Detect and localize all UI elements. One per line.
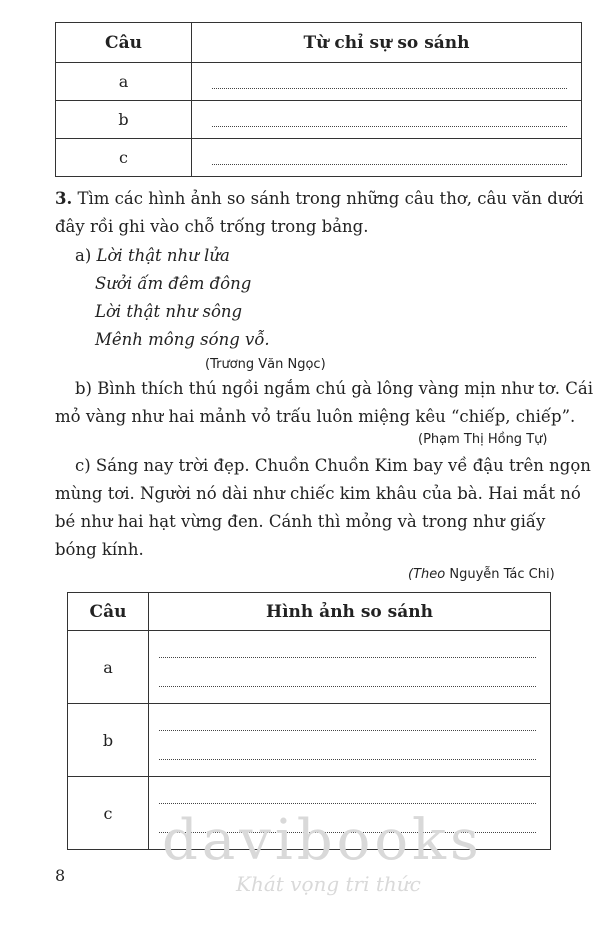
poem-line-4: Mênh mông sóng vỗ.: [95, 330, 270, 349]
comparison-words-table: [55, 22, 582, 177]
table1-answer-a[interactable]: [192, 63, 582, 101]
poem-label-a: a): [75, 246, 92, 265]
table1-header-words: Từ chỉ sự so sánh: [192, 23, 582, 63]
passage-c: [55, 452, 591, 564]
table2-row-label-c: c: [68, 777, 149, 850]
prompt-line-2: đây rồi ghi vào chỗ trống trong bảng.: [55, 217, 369, 236]
prompt-line-1: Tìm các hình ảnh so sánh trong những câu thơ, câu văn dưới: [77, 189, 584, 208]
watermark-tagline: Khát vọng tri thức: [236, 872, 421, 896]
poem-line-3: Lời thật như sông: [95, 302, 243, 321]
table2-answer-b[interactable]: [149, 704, 551, 777]
source-c-author: Nguyễn Tác Chi): [445, 567, 555, 582]
passage-c-line-2: mùng tơi. Người nó dài như chiếc kim khâu của bà. Hai mắt nó: [55, 484, 581, 503]
exercise-3-prompt: [55, 185, 585, 241]
source-c-prefix: (Theo: [408, 567, 446, 582]
table2-header-cau: Câu: [68, 593, 149, 631]
table2-row-label-b: b: [68, 704, 149, 777]
table1-answer-c[interactable]: [192, 139, 582, 177]
table2-header-images: Hình ảnh so sánh: [149, 593, 551, 631]
source-a: (Trương Văn Ngọc): [205, 357, 326, 372]
watermark-brand: davibooks: [162, 808, 483, 873]
passage-c-line-1: c) Sáng nay trời đẹp. Chuồn Chuồn Kim bay về đậu trên ngọn: [75, 456, 591, 475]
passage-b: [55, 375, 593, 431]
table1-answer-b[interactable]: [192, 101, 582, 139]
passage-c-line-4: bóng kính.: [55, 540, 144, 559]
passage-b-line-1: b) Bình thích thú ngồi ngắm chú gà lông vàng mịn như tơ. Cái: [75, 379, 593, 398]
table2-answer-a[interactable]: [149, 631, 551, 704]
poem-block: [75, 242, 270, 354]
source-b: (Phạm Thị Hồng Tự): [418, 432, 548, 447]
poem-line-1: Lời thật như lửa: [96, 246, 230, 265]
poem-line-2: Sưởi ấm đêm đông: [95, 274, 252, 293]
table1-row-label-a: a: [56, 63, 192, 101]
passage-c-line-3: bé như hai hạt vừng đen. Cánh thì mỏng và trong như giấy: [55, 512, 546, 531]
table1-row-label-c: c: [56, 139, 192, 177]
table1-row-label-b: b: [56, 101, 192, 139]
exercise-number: 3.: [55, 189, 73, 208]
table2-row-label-a: a: [68, 631, 149, 704]
passage-b-line-2: mỏ vàng như hai mảnh vỏ trấu luôn miệng kêu “chiếp, chiếp”.: [55, 407, 576, 426]
source-c: [408, 567, 555, 582]
page-number: 8: [55, 866, 66, 885]
table1-header-cau: Câu: [56, 23, 192, 63]
